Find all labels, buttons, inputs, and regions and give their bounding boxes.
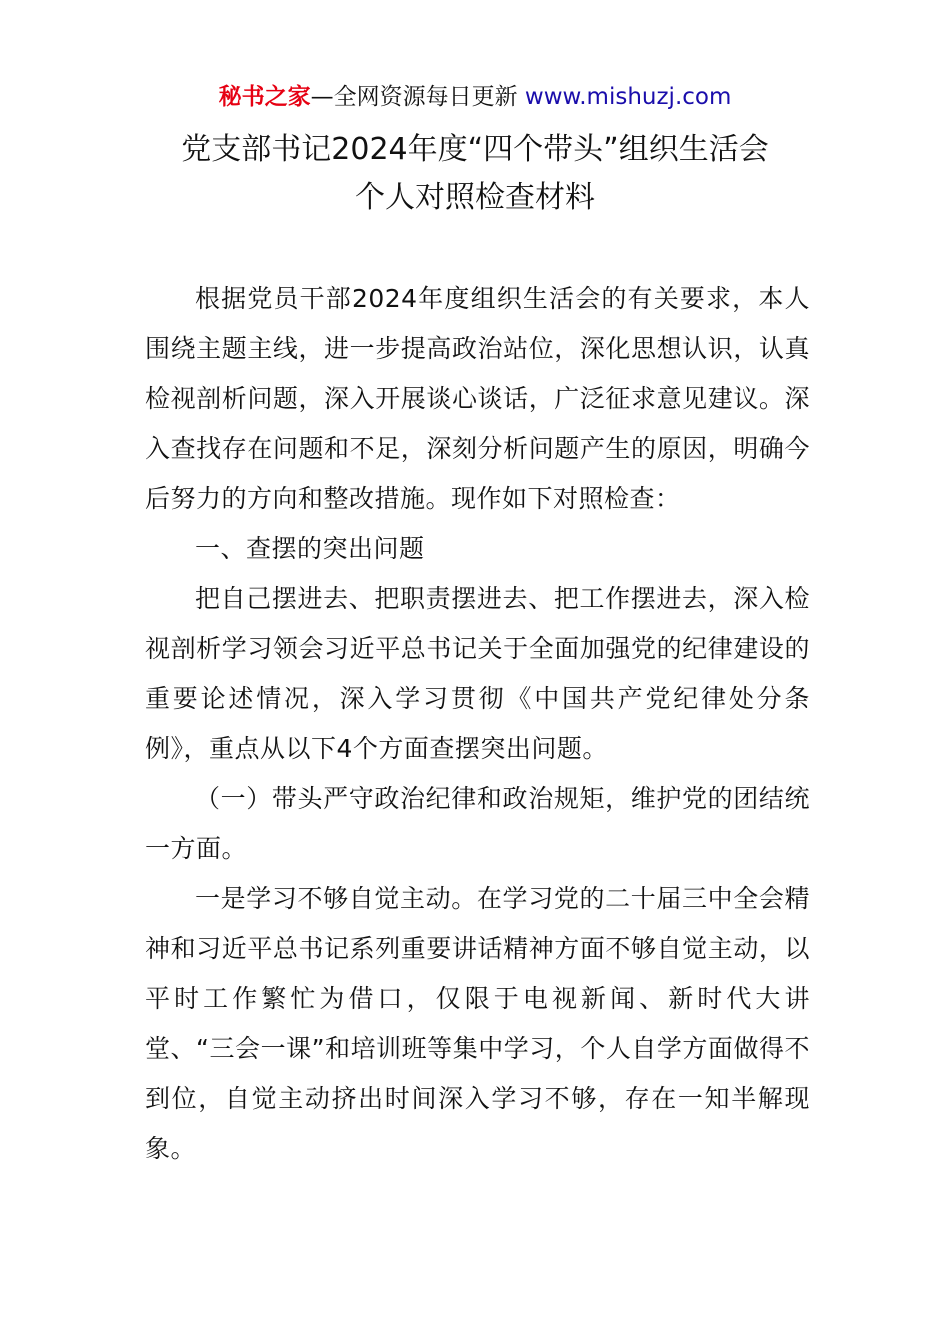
site-header <box>0 80 950 114</box>
section-intro-paragraph: 把自己摆进去、把职责摆进去、把工作摆进去，深入检视剖析学习领会习近平总书记关于全面加强党的纪律建设的重要论述情况，深入学习贯彻《中国共产党纪律处分条例》，重点从以下4个方面查摆突出问题。 <box>145 584 810 763</box>
document-title-line2: 个人对照检查材料 <box>355 180 595 215</box>
section-heading: 一、查摆的突出问题 <box>195 534 425 563</box>
site-url-link[interactable]: www.mishuzj.com <box>524 84 732 110</box>
intro-paragraph: 根据党员干部2024年度组织生活会的有关要求，本人围绕主题主线，进一步提高政治站位，深化思想认识，认真检视剖析问题，深入开展谈心谈话，广泛征求意见建议。深入查找存在问题和不足，深刻分析问题产生的原因，明确今后努力的方向和整改措施。现作如下对照检查： <box>145 284 810 513</box>
document-body <box>145 274 810 1174</box>
document-title-line1: 党支部书记2024年度“四个带头”组织生活会 <box>181 132 769 167</box>
brand-name: 秘书之家 <box>218 84 311 110</box>
site-tagline: —全网资源每日更新 <box>310 84 525 110</box>
subsection-heading: （一）带头严守政治纪律和政治规矩，维护党的团结统一方面。 <box>145 784 810 863</box>
item-paragraph: 一是学习不够自觉主动。在学习党的二十届三中全会精神和习近平总书记系列重要讲话精神方面不够自觉主动，以平时工作繁忙为借口，仅限于电视新闻、新时代大讲堂、“三会一课”和培训班等集中学习，个人自学方面做得不到位，自觉主动挤出时间深入学习不够，存在一知半解现象。 <box>145 884 810 1163</box>
